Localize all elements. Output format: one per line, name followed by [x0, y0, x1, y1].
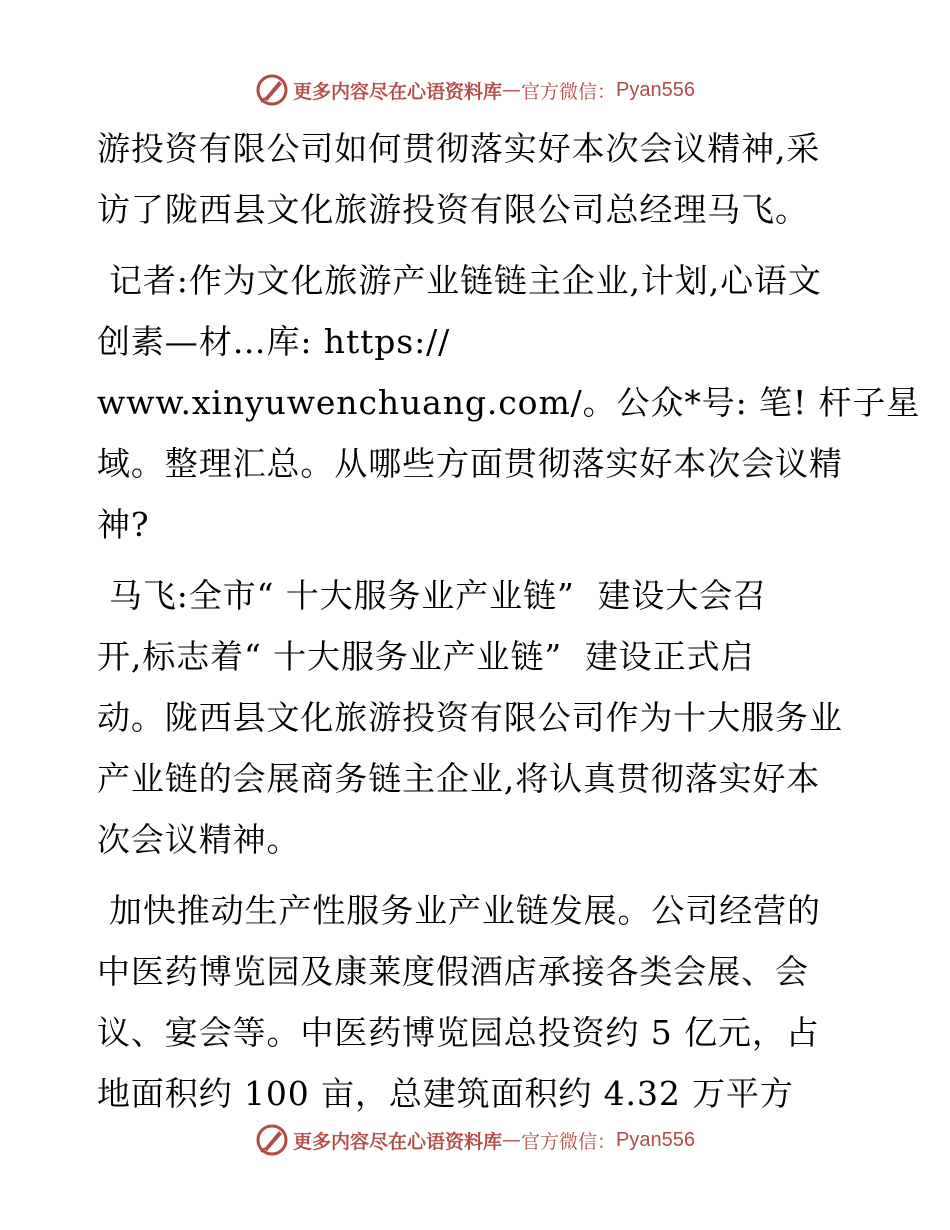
quill-circle-logo-icon — [255, 1123, 289, 1157]
paragraph-2 — [97, 250, 921, 555]
banner-text: 更多内容尽在心语资料库 — [293, 1130, 503, 1153]
text-line: 次会议精神。 — [97, 820, 301, 859]
text-line: 游投资有限公司如何贯彻落实好本次会议精神,采 — [97, 129, 821, 168]
text-line: 地面积约 100 亩，总建筑面积约 4.32 万平方 — [97, 1074, 794, 1113]
paragraph-3 — [97, 565, 857, 870]
header-watermark-banner — [0, 70, 950, 110]
banner-wechat-id: Pyan556 — [616, 78, 695, 101]
text-line: 开,标志着“ 十大服务业产业链” 建设正式启 — [97, 637, 755, 676]
text-line: 中医药博览园及康莱度假酒店承接各类会展、会 — [97, 952, 809, 991]
text-line: 产业链的会展商务链主企业,将认真贯彻落实好本 — [97, 759, 821, 798]
text-line: 马飞:全市“ 十大服务业产业链” 建设大会召 — [109, 576, 768, 615]
paragraph-4 — [97, 880, 857, 1124]
text-line: 加快推动生产性服务业产业链发展。公司经营的 — [109, 891, 821, 930]
text-line: 域。整理汇总。从哪些方面贯彻落实好本次会议精 — [97, 444, 843, 483]
banner-text: 更多内容尽在心语资料库 — [293, 80, 503, 103]
text-line: 访了陇西县文化旅游投资有限公司总经理马飞。 — [97, 190, 809, 229]
text-line: 神? — [97, 505, 150, 544]
banner-wechat-label: 官方微信： — [521, 80, 617, 103]
banner-wechat-id: Pyan556 — [616, 1128, 695, 1151]
text-line: www.xinyuwenchuang.com/。公众*号: 笔! 杆子星 — [97, 383, 921, 422]
banner-separator: — — [502, 1129, 522, 1151]
text-line: 议、宴会等。中医药博览园总投资约 5 亿元，占 — [97, 1013, 820, 1052]
paragraph-1 — [97, 118, 857, 240]
footer-watermark-banner — [0, 1120, 950, 1160]
text-line: 创素—材…库: https:// — [97, 322, 451, 361]
quill-circle-logo-icon — [255, 73, 289, 107]
banner-separator: — — [502, 79, 522, 101]
banner-wechat-label: 官方微信： — [521, 1130, 617, 1153]
text-line: 动。陇西县文化旅游投资有限公司作为十大服务业 — [97, 698, 843, 737]
text-line: 记者:作为文化旅游产业链链主企业,计划,心语文 — [109, 261, 822, 300]
document-body — [97, 118, 921, 1124]
